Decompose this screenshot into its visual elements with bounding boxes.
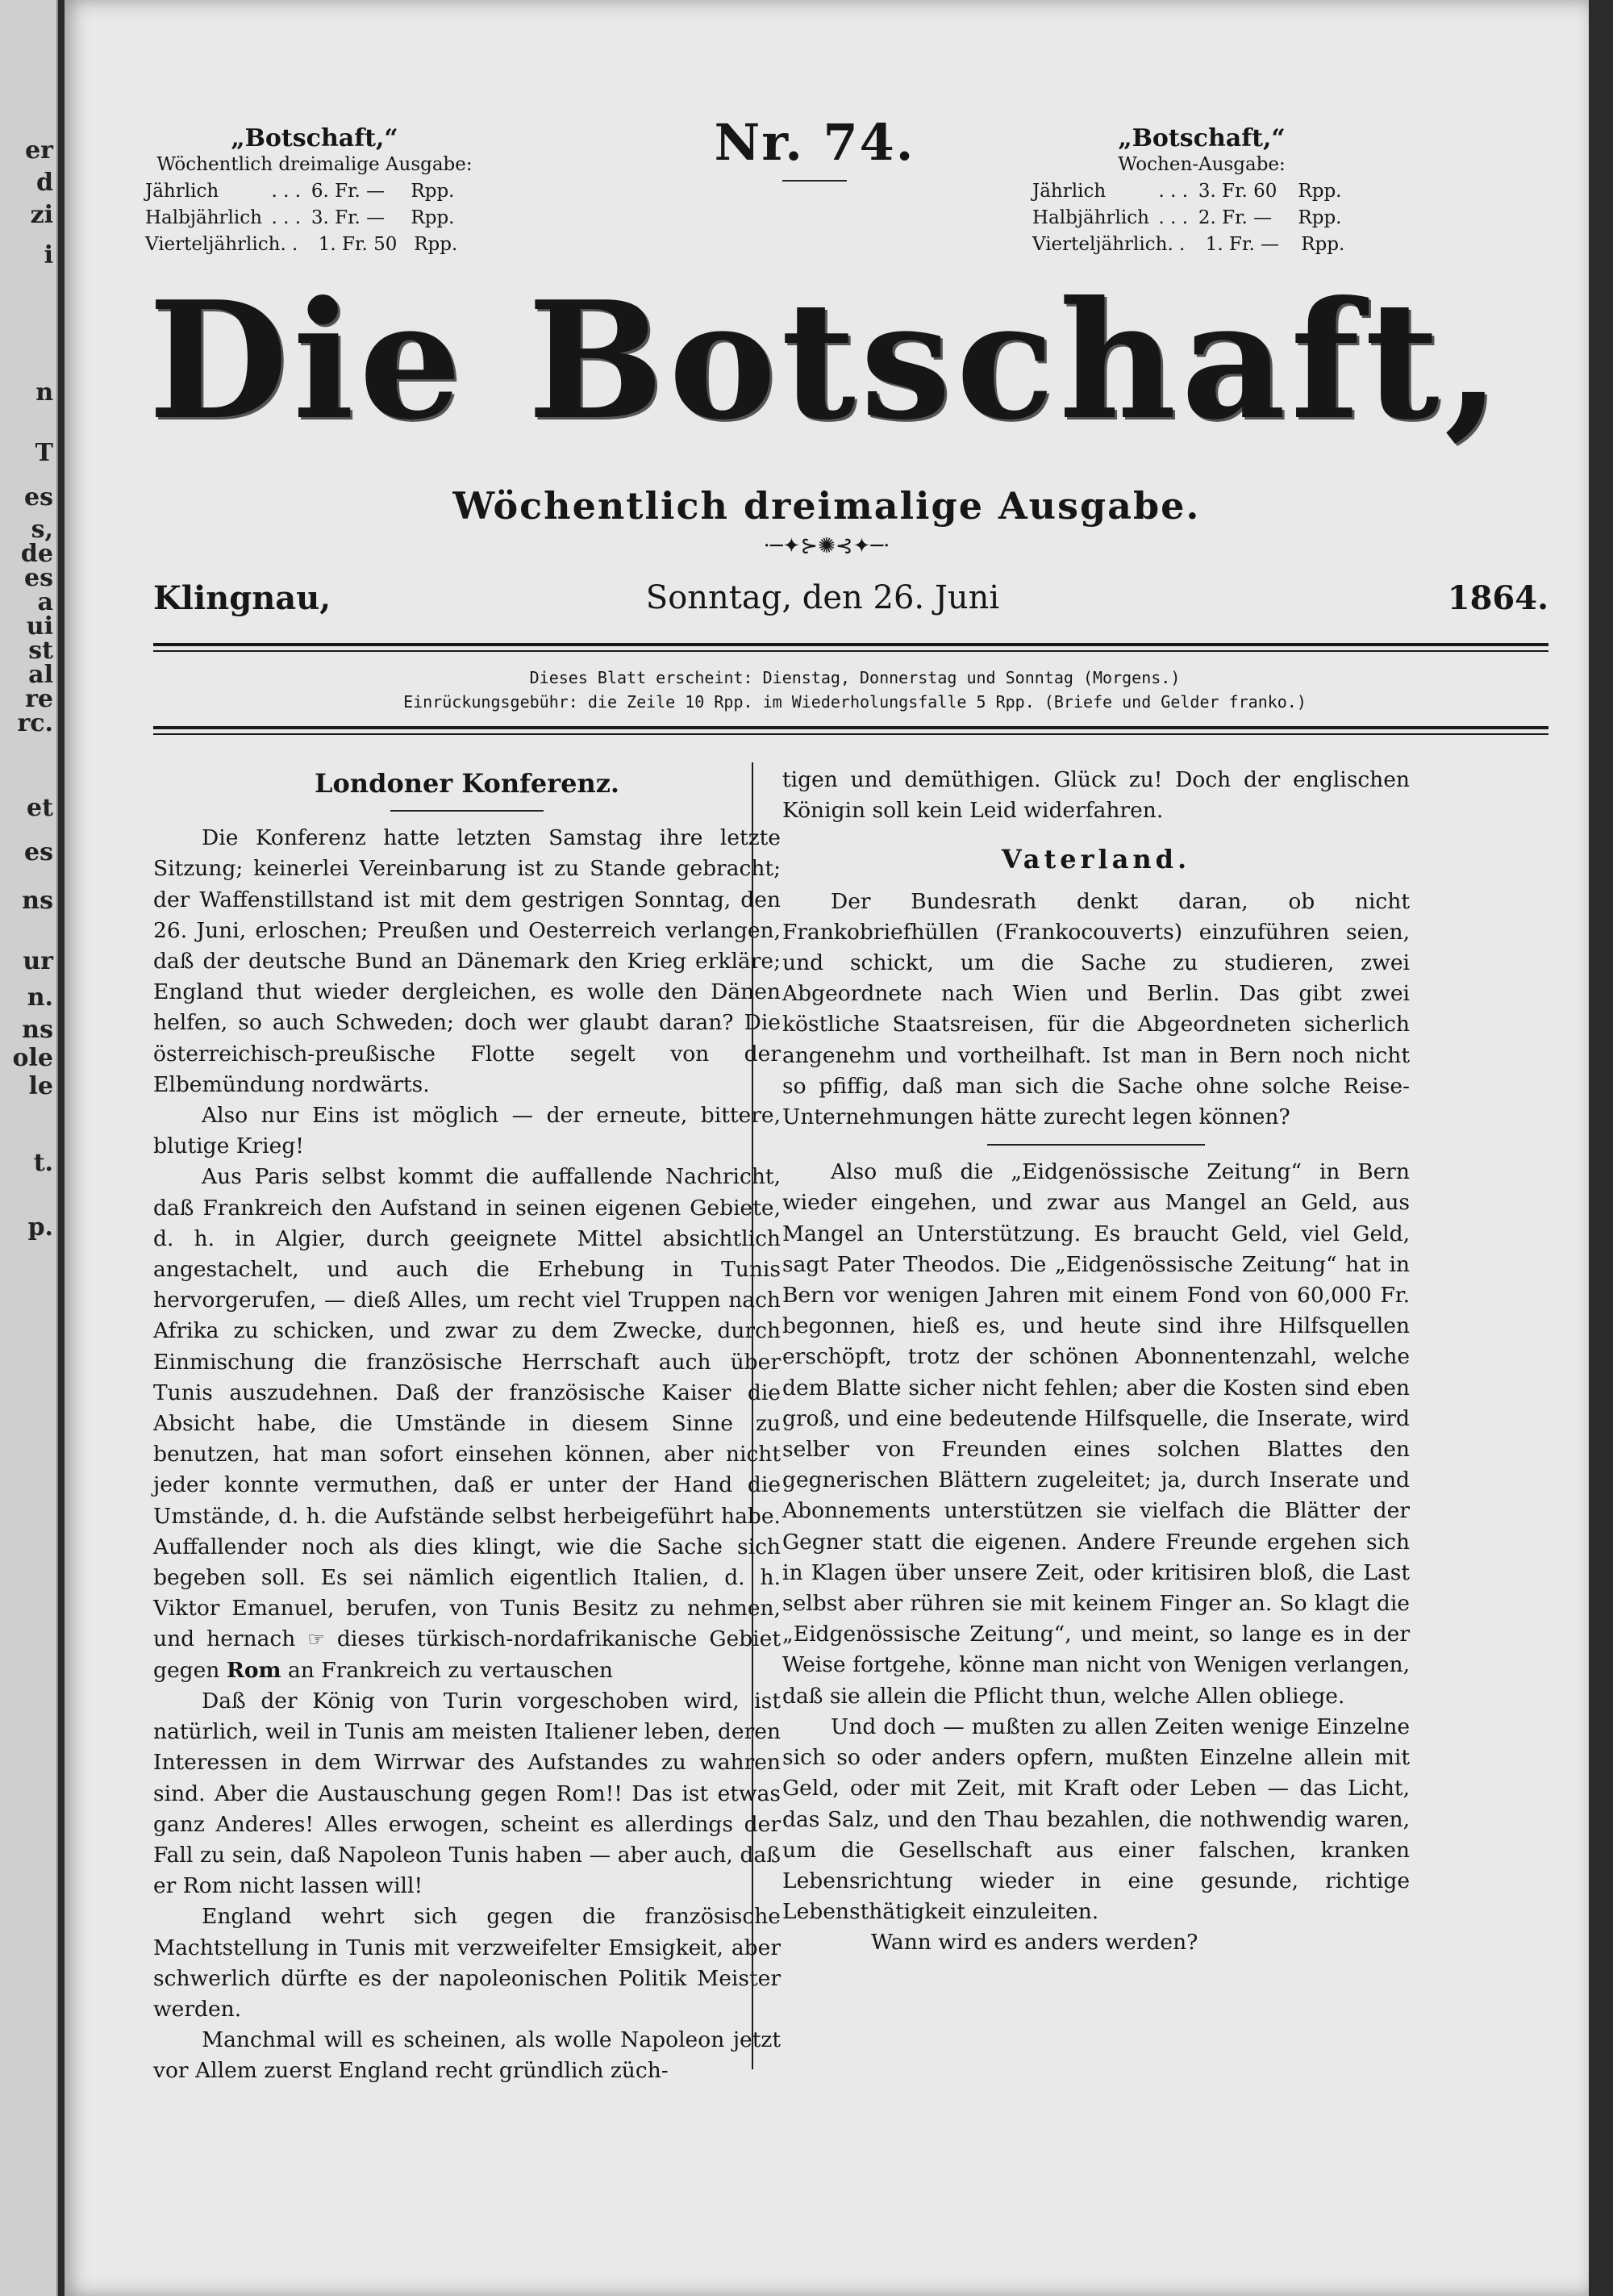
article-paragraph-continued: tigen und demüthigen. Glück zu! Doch der englischen Königin soll kein Leid widerfahren. bbox=[782, 767, 1410, 824]
subscription-box-right bbox=[1032, 125, 1371, 258]
subscription-dots: . . . bbox=[271, 181, 302, 202]
article-paragraph: Die Konferenz hatte letzten Samstag ihre letzte Sitzung; keinerlei Vereinbarung ist zu Stande gebracht; der Waffenstillstand ist mit dem gestrigen Sonntag, den 26. Juni, erloschen; Preußen und Oesterreich verlangen, daß der deutsche Bund an Dänemark den Krieg erkläre; England thut wieder dergleichen, es wolle den Dänen helfen, so auch Schweden; doch wer glaubt daran? Die österreichisch-preußische Flotte segelt von der Elbemündung nordwärts. bbox=[153, 825, 781, 1097]
issue-number-rule bbox=[782, 180, 847, 182]
column-left bbox=[153, 765, 781, 2087]
subscription-label: Jährlich bbox=[1032, 181, 1107, 202]
neighbor-page-strip bbox=[0, 0, 58, 2296]
neighbor-page-text-fragment: s, bbox=[31, 516, 53, 544]
neighbor-page-text-fragment: ns bbox=[22, 887, 53, 915]
article-heading-london-conference: Londoner Konferenz. bbox=[314, 768, 620, 799]
article-paragraph: England wehrt sich gegen die französische Machtstellung in Tunis mit verzweifelter Emsigkeit, aber schwerlich dürfte es der napoleonischen Politik Meister werden. bbox=[153, 1904, 781, 2022]
subscription-rp: Rpp. bbox=[411, 181, 455, 202]
neighbor-page-text-fragment: ole bbox=[12, 1044, 53, 1072]
neighbor-page-text-fragment: rc. bbox=[17, 709, 53, 737]
article-paragraph: Manchmal will es scheinen, als wolle Napoleon jetzt vor Allem zuerst England recht gründlich züch- bbox=[153, 2027, 781, 2084]
neighbor-page-text-fragment: T bbox=[35, 439, 53, 467]
subscription-fr: 1. Fr. 50 bbox=[318, 234, 398, 255]
subscription-dots: . . bbox=[1167, 234, 1186, 255]
subscription-label: Jährlich bbox=[145, 181, 219, 202]
subscription-label: Halbjährlich bbox=[1032, 207, 1149, 228]
notice-rule-bottom bbox=[153, 726, 1548, 729]
subscription-row bbox=[1032, 232, 1371, 258]
subscription-fr: 6. Fr. — bbox=[311, 181, 386, 202]
dateline-rule-top bbox=[153, 643, 1548, 646]
article-paragraph: Und doch — mußten zu allen Zeiten wenige Einzelne sich so oder anders opfern, mußten Einzelne allein mit Geld, oder mit Zeit, mit Kraft oder Leben — das Licht, das Salz, und den Thau bezahlen, die nothwendig waren, um die Gesellschaft aus einer falschen, kranken Lebensrichtung wieder in eine gesunde, richtige Lebensthätigkeit einzuleiten. bbox=[782, 1714, 1410, 1925]
subscription-box-left bbox=[145, 125, 484, 258]
neighbor-page-text-fragment: i bbox=[44, 241, 53, 269]
column-right bbox=[782, 765, 1410, 1959]
neighbor-page-text-fragment: er bbox=[25, 136, 53, 165]
newspaper-page bbox=[65, 0, 1589, 2296]
subscription-title: „Botschaft,“ bbox=[231, 124, 398, 152]
paragraph-text: an Frankreich zu vertauschen bbox=[288, 1657, 613, 1683]
dateline-date: Sonntag, den 26. Juni bbox=[645, 579, 1000, 616]
neighbor-page-text-fragment: ur bbox=[23, 947, 53, 975]
neighbor-page-text-fragment: ui bbox=[26, 612, 53, 641]
subscription-fr: 3. Fr. 60 bbox=[1198, 181, 1277, 202]
publication-notice bbox=[153, 668, 1557, 712]
subscription-rp: Rpp. bbox=[414, 234, 458, 255]
neighbor-page-text-fragment: d bbox=[36, 169, 53, 197]
subscription-row bbox=[145, 232, 484, 258]
article-paragraph: Daß der König von Turin vorgeschoben wird, ist natürlich, weil in Tunis am meisten Italiener leben, deren Interessen in dem Wirrwar des Aufstandes zu wahren sind. Aber die Austauschung gegen Rom!! Das ist etwas ganz Anderes! Alles erwogen, scheint es allerdings der Fall zu sein, daß Napoleon Tunis haben — aber auch, daß er Rom nicht lassen will! bbox=[153, 1688, 781, 1899]
notice-rule-bottom-thin bbox=[153, 733, 1548, 735]
neighbor-page-text-fragment: ns bbox=[22, 1016, 53, 1044]
subscription-dots: . . bbox=[280, 234, 298, 255]
subscription-subtitle: Wochen-Ausgabe: bbox=[1118, 154, 1286, 175]
pointing-hand-icon: ☞ bbox=[307, 1628, 325, 1651]
subscription-rp: Rpp. bbox=[1301, 234, 1345, 255]
neighbor-page-text-fragment: a bbox=[37, 588, 53, 616]
dateline-rule-top-thin bbox=[153, 650, 1548, 652]
subscription-label: Vierteljährlich bbox=[1032, 234, 1168, 255]
masthead-subtitle: Wöchentlich dreimalige Ausgabe. bbox=[452, 484, 1201, 528]
dateline-year: 1864. bbox=[1447, 579, 1548, 617]
paragraph-text: dieses türkisch-nordafrikanische Gebiet gegen bbox=[153, 1626, 781, 1683]
neighbor-page-text-fragment: re bbox=[25, 685, 53, 713]
subscription-dots: . . . bbox=[1158, 207, 1189, 228]
neighbor-page-text-fragment: n bbox=[35, 378, 53, 407]
subscription-row bbox=[1032, 205, 1371, 232]
neighbor-page-text-fragment: zi bbox=[30, 201, 53, 229]
notice-line-fees: Einrückungsgebühr: die Zeile 10 Rpp. im Wiederholungsfalle 5 Rpp. (Briefe und Gelder franko.) bbox=[403, 692, 1307, 712]
section-rule bbox=[987, 1144, 1205, 1146]
emphasis-rome: Rom bbox=[226, 1657, 281, 1683]
notice-line-schedule: Dieses Blatt erscheint: Dienstag, Donnerstag und Sonntag (Morgens.) bbox=[529, 668, 1181, 687]
subscription-subtitle: Wöchentlich dreimalige Ausgabe: bbox=[156, 154, 473, 175]
article-paragraph: Der Bundesrath denkt daran, ob nicht Frankobriefhüllen (Frankocouverts) einzuführen seien, und schickt, um die Sache zu studieren, zwei Abgeordnete nach Wien und Berlin. Das gibt zwei köstliche Staatsreisen, für die Abgeordneten sicherlich angenehm und vortheilhaft. Ist man in Bern noch nicht so pfiffig, daß man sich die Sache ohne solche Reise-Unternehmungen hätte zurecht legen können? bbox=[782, 888, 1410, 1130]
subscription-row bbox=[145, 178, 484, 205]
neighbor-page-text-fragment: es bbox=[24, 483, 53, 511]
subscription-rp: Rpp. bbox=[1298, 181, 1342, 202]
neighbor-page-text-fragment: al bbox=[28, 661, 53, 689]
heading-rule bbox=[390, 810, 544, 812]
neighbor-page-text-fragment: le bbox=[28, 1072, 53, 1100]
issue-number: Nr. 74. bbox=[714, 113, 915, 172]
subscription-fr: 1. Fr. — bbox=[1205, 234, 1280, 255]
issue-number-block bbox=[661, 113, 968, 182]
neighbor-page-text-fragment: st bbox=[28, 637, 53, 665]
masthead-subtitle-block bbox=[65, 484, 1589, 528]
paragraph-text: Aus Paris selbst kommt die auffallende Nachricht, daß Frankreich den Aufstand in seinen eigenen Gebiete, d. h. in Algier, durch geeignete Mittel absichtlich angestachelt, und auch die Erhebung in Tunis hervorgerufen, — dieß Alles, um recht viel Truppen nach Afrika zu schicken, und zwar zu dem Zwecke, durch Einmischung die französische Herrschaft auch über Tunis auszudehnen. Daß der französische Kaiser die Absicht habe, die Umstände in diesem Sinne zu benutzen, hat man sofort einsehen können, aber nicht jeder konnte vermuthen, daß er unter der Hand die Umstände, d. h. die Aufstände selbst herbeigeführt habe. Auffallender noch als dies klingt, wie die Sache sich begeben soll. Es sei nämlich eigentlich Italien, d. h. Viktor Emanuel, berufen, von Tunis Besitz zu nehmen, und hernach bbox=[153, 1164, 781, 1652]
neighbor-page-text-fragment: es bbox=[24, 564, 53, 592]
neighbor-page-text-fragment: es bbox=[24, 838, 53, 866]
subscription-label: Vierteljährlich bbox=[145, 234, 281, 255]
neighbor-page-text-fragment: p. bbox=[27, 1213, 53, 1242]
subscription-fr: 2. Fr. — bbox=[1198, 207, 1273, 228]
subscription-dots: . . . bbox=[271, 207, 302, 228]
ornament-divider bbox=[65, 534, 1589, 558]
subscription-fr: 3. Fr. — bbox=[311, 207, 386, 228]
article-paragraph bbox=[153, 1162, 781, 1685]
article-paragraph: Also nur Eins ist möglich — der erneute, bittere, blutige Krieg! bbox=[153, 1103, 781, 1159]
neighbor-page-text-fragment: et bbox=[27, 794, 53, 822]
masthead bbox=[65, 266, 1589, 456]
neighbor-page-text-fragment: de bbox=[20, 540, 53, 568]
subscription-rp: Rpp. bbox=[1298, 207, 1342, 228]
subscription-label: Halbjährlich bbox=[145, 207, 262, 228]
subscription-title: „Botschaft,“ bbox=[1118, 124, 1286, 152]
article-paragraph: Also muß die „Eidgenössische Zeitung“ in Bern wieder eingehen, und zwar aus Mangel an Geld, aus Mangel an Unterstützung. Es braucht Geld, viel Geld, sagt Pater Theodos. Die „Eidgenössische Zeitung“ hat in Bern vor wenigen Jahren mit einem Fond von 60,000 Fr. begonnen, hieß es, und heute sind ihre Hilfsquellen erschöpft, trotz der schönen Abonnentenzahl, welche dem Blatte sicher nicht fehlen; aber die Kosten sind eben groß, und eine bedeutende Hilfsquelle, die Inserate, wird selber von Freunden eines solchen Blattes den gegnerischen Blättern zugeleitet; ja, durch Inserate und Abonnements unterstützen sie vielfach die Blätter der Gegner statt die eigenen. Andere Freunde ergehen sich in Klagen über unsere Zeit, oder kritisiren bloß, die Last selbst aber rühren sie mit keinem Finger an. So klagt die „Eidgenössische Zeitung“, und meint, so lange es in der Weise fortgehe, könne man nicht von Wenigen verlangen, daß sie allein die Pflicht thun, welche Allen obliege. bbox=[782, 1159, 1410, 1709]
subscription-dots: . . . bbox=[1158, 181, 1189, 202]
subscription-rp: Rpp. bbox=[411, 207, 455, 228]
article-paragraph-closing: Wann wird es anders werden? bbox=[871, 1930, 1198, 1956]
dateline-place: Klingnau, bbox=[153, 579, 331, 617]
subscription-row bbox=[145, 205, 484, 232]
subscription-row bbox=[1032, 178, 1371, 205]
article-heading-fatherland: Vaterland. bbox=[1001, 844, 1191, 875]
masthead-title: Die Botschaft, bbox=[148, 266, 1506, 456]
neighbor-page-text-fragment: n. bbox=[27, 983, 53, 1012]
neighbor-page-text-fragment: t. bbox=[33, 1149, 53, 1177]
ornament-icon: ·─✦⊱✺⊰✦─· bbox=[763, 534, 890, 558]
